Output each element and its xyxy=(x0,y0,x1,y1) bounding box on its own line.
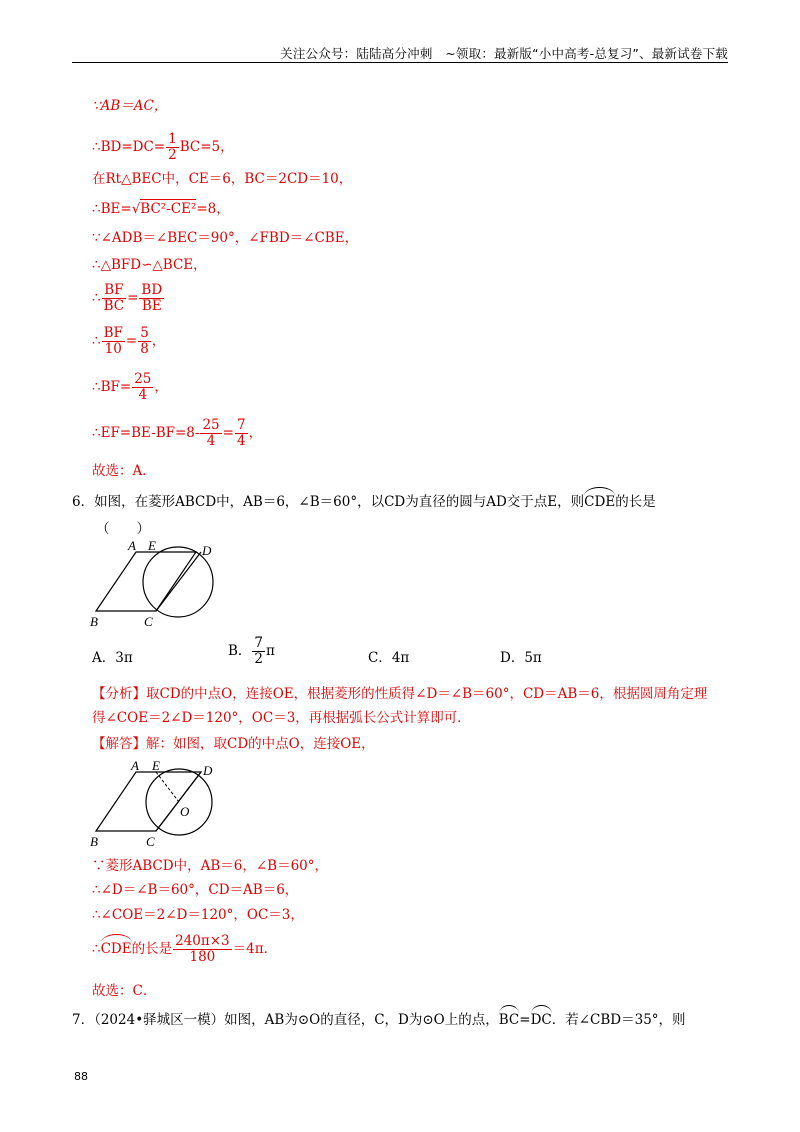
label-E: E xyxy=(152,758,160,773)
sol5-line-10: ∴EF=BE-BF=8- $\frac{25}{4}$ = $\frac{7}{4}$ ， xyxy=(92,417,263,449)
sol5-line-9: ∴BF= $\frac{25}{4}$ ， xyxy=(92,371,168,403)
sol6-line-2: ∴∠D＝∠B＝60°，CD＝AB＝6， xyxy=(92,882,299,898)
option-c: C．4π xyxy=(368,650,410,666)
sol5-line-8: ∴ $\frac{BF}{10}$ = $\frac{5}{8}$ ， xyxy=(92,325,166,357)
label-C: C xyxy=(144,614,153,629)
sol5-line-5: ∵∠ADB＝∠BEC＝90°，∠FBD＝∠CBE， xyxy=(92,230,359,246)
header-text: 关注公众号：陆陆高分冲刺 ~领取：最新版“小中高考-总复习”、最新试卷下载 xyxy=(280,46,728,61)
sol5-line-7: ∴ $\frac{BF}{BC}$ = $\frac{BD}{BE}$ xyxy=(92,282,163,314)
label-B: B xyxy=(90,614,98,629)
arc-notation: CDE xyxy=(584,494,616,510)
page-number: 88 xyxy=(74,1070,88,1083)
sqrt-sign: √ xyxy=(131,201,141,217)
header-rule xyxy=(72,62,728,63)
sol6-answer: 故选：C． xyxy=(92,983,157,999)
sol5-line-4: ∴BE=√BC²-CE²=8， xyxy=(92,201,230,217)
segment-oe xyxy=(156,772,179,802)
fraction: $\frac{5}{8}$ xyxy=(140,325,149,357)
arc-notation: BC xyxy=(498,1012,520,1028)
arc-notation: DC xyxy=(530,1012,552,1028)
analysis-line-2: 得∠COE＝2∠D＝120°，OC＝3，再根据弧长公式计算即可． xyxy=(92,710,471,726)
label-B: B xyxy=(90,834,98,849)
label-D: D xyxy=(203,763,213,778)
sol5-line-2: ∴BD=DC= $\frac{1}{2}$ BC=5， xyxy=(92,131,234,163)
arc-notation: CDE xyxy=(100,941,132,957)
fraction: $\frac{BF}{BC}$ xyxy=(103,282,125,314)
sol6-line-3: ∴∠COE＝2∠D＝120°，OC＝3， xyxy=(92,907,304,923)
fraction: $\frac{240\pi\times 3}{180}$ xyxy=(175,933,230,965)
option-a: A．3π xyxy=(92,650,133,666)
label-E: E xyxy=(148,538,156,553)
rhombus-circle-figure xyxy=(88,538,228,630)
analysis-line-1: 【分析】取CD的中点O，连接OE，根据菱形的性质得∠D＝∠B＝60°，CD＝AB＝6，根据圆周角定理 xyxy=(92,686,708,702)
sol5-line-1: ∵AB＝AC， xyxy=(92,98,168,114)
question6-paren: （ ） xyxy=(96,521,150,537)
rhombus-shape xyxy=(96,552,196,611)
diameter-cd xyxy=(156,552,201,611)
label-D: D xyxy=(202,543,212,558)
label-O: O xyxy=(180,804,190,819)
fraction: $\frac{7}{4}$ xyxy=(236,417,246,449)
sol6-line-4: ∴CDE的长是 $\frac{240\pi\times 3}{180}$ ＝4π． xyxy=(92,933,278,965)
sol6-line-1: ∵菱形ABCD中，AB＝6，∠B＝60°， xyxy=(92,858,328,874)
fraction: $\frac{7}{2}$ xyxy=(254,635,264,667)
label-A: A xyxy=(131,758,139,773)
solution-heading: 【解答】解：如图，取CD的中点O，连接OE， xyxy=(92,736,375,752)
question6-stem: 6．如图，在菱形ABCD中，AB＝6，∠B＝60°，以CD为直径的圆与AD交于点E，则CDE的长是 xyxy=(72,494,656,510)
question7-stem: 7．（2024•驿城区一模）如图，AB为⊙O的直径，C，D为⊙O上的点，BC=DC．若∠CBD＝35°，则 xyxy=(72,1012,686,1028)
rhombus-shape xyxy=(96,772,201,831)
fraction: $\frac{BD}{BE}$ xyxy=(141,282,163,314)
option-b: B． $\frac{7}{2}$ π xyxy=(228,635,275,667)
option-d: D．5π xyxy=(500,650,542,666)
label-C: C xyxy=(146,834,155,849)
sol5-line-3: 在Rt△BEC中，CE＝6，BC＝2CD＝10， xyxy=(92,171,353,187)
fraction: $\frac{BF}{10}$ xyxy=(103,325,123,357)
fraction: $\frac{1}{2}$ xyxy=(168,131,177,163)
fraction: $\frac{25}{4}$ xyxy=(202,417,220,449)
solution-figure xyxy=(88,758,228,850)
fraction: $\frac{25}{4}$ xyxy=(134,371,152,403)
sol5-answer: 故选：A． xyxy=(92,463,156,479)
label-A: A xyxy=(128,538,136,553)
sol5-line-6: ∴△BFD∽△BCE， xyxy=(92,257,207,273)
